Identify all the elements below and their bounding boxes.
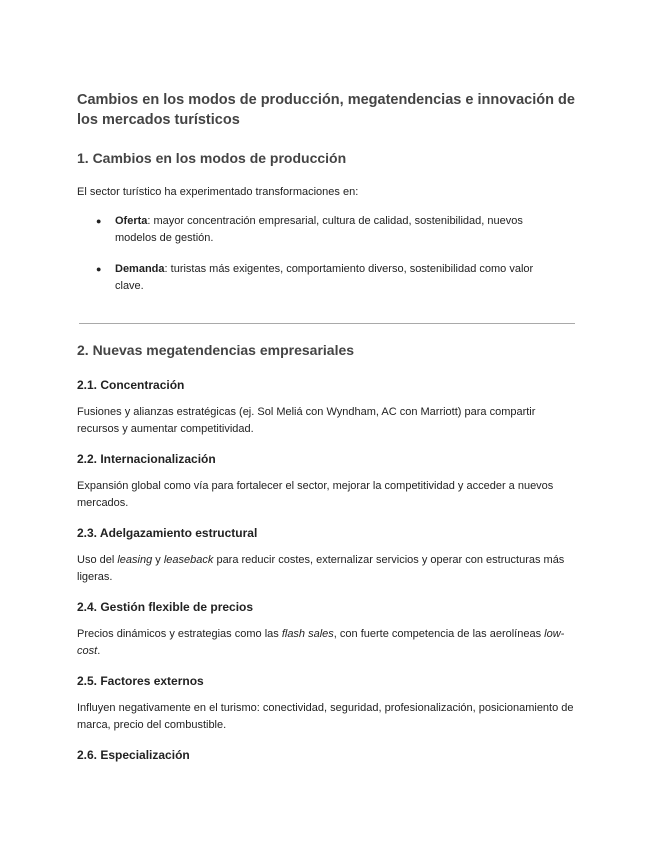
italic-term: leasing xyxy=(117,554,153,566)
document-page xyxy=(77,90,577,774)
bullet-term: Demanda xyxy=(115,263,165,275)
bullet-term: Oferta xyxy=(115,215,148,227)
subsection-2-3-text xyxy=(77,552,577,586)
section-2-heading: 2. Nuevas megatendencias empresariales xyxy=(77,342,355,358)
italic-term: low-cost xyxy=(77,628,565,657)
document-title: Cambios en los modos de producción, megatendencias e innovación de los mercados turísticos xyxy=(77,92,575,128)
italic-term: flash sales xyxy=(281,628,334,640)
bullet-text: : turistas más exigentes, comportamiento diverso, sostenibilidad como valor clave. xyxy=(115,263,534,292)
bullet-text: : mayor concentración empresarial, cultura de calidad, sostenibilidad, nuevos modelos de gestión. xyxy=(115,215,523,244)
subsection-2-5-heading: 2.5. Factores externos xyxy=(77,674,204,688)
text-run: Uso del xyxy=(77,554,118,566)
text-run: Precios dinámicos y estrategias como las xyxy=(77,628,282,640)
text-run: , con fuerte competencia de las aerolíneas xyxy=(333,628,545,640)
section-1-bullet-list xyxy=(77,213,577,295)
bullet-icon: ● xyxy=(96,216,102,226)
italic-term: leaseback xyxy=(163,554,214,566)
subsection-2-4-heading: 2.4. Gestión flexible de precios xyxy=(77,600,254,614)
subsection-2-1-heading: 2.1. Concentración xyxy=(77,378,185,392)
text-run: y xyxy=(152,554,164,566)
subsection-2-2-text: Expansión global como vía para fortalecer el sector, mejorar la competitividad y acceder a nuevos mercados. xyxy=(77,480,554,509)
subsection-2-3-heading: 2.3. Adelgazamiento estructural xyxy=(77,526,258,540)
subsection-2-1-text: Fusiones y alianzas estratégicas (ej. Sol Meliá con Wyndham, AC con Marriott) para compartir recursos y aumentar competitividad. xyxy=(77,406,536,435)
bullet-icon: ● xyxy=(96,264,102,274)
subsection-2-6-heading: 2.6. Especialización xyxy=(77,748,190,762)
subsection-2-2-heading: 2.2. Internacionalización xyxy=(77,452,216,466)
list-item xyxy=(96,213,577,247)
subsection-2-5-text: Influyen negativamente en el turismo: conectividad, seguridad, profesionalización, posicionamiento de marca, precio del combustible. xyxy=(77,702,574,731)
section-1-intro: El sector turístico ha experimentado transformaciones en: xyxy=(77,186,359,198)
subsection-2-4-text xyxy=(77,626,577,660)
list-item xyxy=(96,261,577,295)
horizontal-divider xyxy=(79,323,575,324)
text-run: para reducir costes, externalizar servicios y operar con estructuras más ligeras. xyxy=(77,554,565,583)
section-1-heading: 1. Cambios en los modos de producción xyxy=(77,150,347,166)
text-run: . xyxy=(97,645,101,657)
